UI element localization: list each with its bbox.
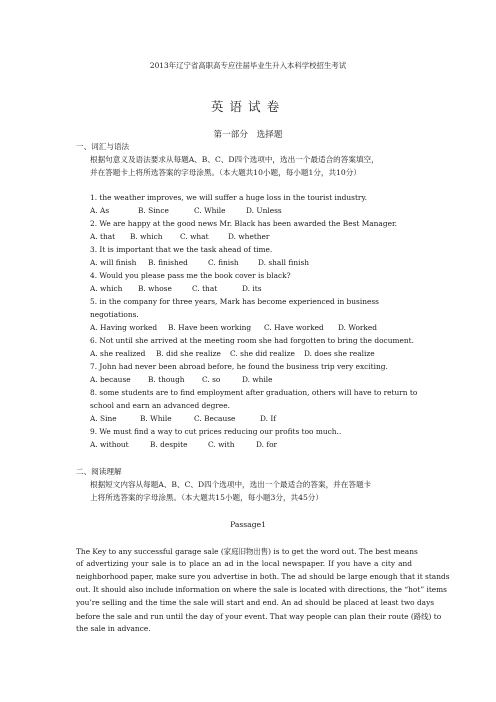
question-options <box>90 375 273 384</box>
option[interactable]: D. for <box>256 440 278 449</box>
question-stem: 8. some students are to find employment after graduation, others will have to return to <box>90 388 418 397</box>
question-stem: 5. in the company for three years, Mark has become experienced in business <box>90 297 379 306</box>
question-options <box>90 206 282 215</box>
section2-heading: 二、阅读理解 <box>76 467 122 476</box>
passage-line: out. It should also include information on where the sale is located with directions, the “hot” items <box>76 585 447 594</box>
option[interactable]: A. will finish <box>90 258 137 267</box>
option[interactable]: D. does she realize <box>304 349 375 358</box>
section2-instruction-line: 上将所选答案的字母涂黑。（本大题共15小题，每小题3分，共45分） <box>90 493 323 502</box>
question-options <box>90 232 269 241</box>
question-stem: 6. Not until she arrived at the meeting room she had forgotten to bring the document. <box>90 336 414 345</box>
option[interactable]: B. While <box>140 414 172 423</box>
exam-title: 英语试卷 <box>210 99 286 114</box>
option[interactable]: B. despite <box>150 440 188 449</box>
question-stem: 1. the weather improves, we will suffer a huge loss in the tourist industry. <box>90 193 367 202</box>
section1-instruction-line: 根据句意义及语法要求从每题A、B、C、D四个选项中，选出一个最适合的答案填空， <box>90 155 379 164</box>
option[interactable]: C. While <box>194 206 226 215</box>
passage-line: before the sale and run until the day of your event. That way people can plan their route (路线) to <box>76 612 442 621</box>
option[interactable]: B. Have been working <box>168 323 252 332</box>
option[interactable]: D. while <box>242 375 273 384</box>
question-options <box>90 440 277 449</box>
question-options <box>90 414 276 423</box>
passage-line: The Key to any successful garage sale (家庭旧物出售) is to get the word out. The best means <box>76 547 418 556</box>
passage-line: neighborhood paper, make sure you advertise in both. The ad should be large enough that it stands <box>76 572 450 581</box>
question-options <box>90 258 309 267</box>
question-stem: 7. John had never been abroad before, he found the business trip very exciting. <box>90 362 388 371</box>
option[interactable]: C. with <box>208 440 235 449</box>
option[interactable]: A. because <box>90 375 131 384</box>
option[interactable]: B. which <box>130 232 163 241</box>
option[interactable]: A. without <box>90 440 129 449</box>
option[interactable]: C. Have worked <box>264 323 324 332</box>
option[interactable]: C. what <box>180 232 209 241</box>
option[interactable]: C. she did realize <box>230 349 295 358</box>
question-stem: 3. It is important that we the task ahead of time. <box>90 245 273 254</box>
question-options <box>90 323 377 332</box>
section1-instruction-line: 并在答题卡上将所选答案的字母涂黑。（本大题共10小题，每小题1分，共10分） <box>90 168 361 177</box>
option[interactable]: B. whose <box>138 284 172 293</box>
option[interactable]: A. she realized <box>90 349 146 358</box>
question-stem-cont: negotiations. <box>90 310 139 319</box>
option[interactable]: C. finish <box>208 258 239 267</box>
option[interactable]: A. Having worked <box>90 323 158 332</box>
passage-line: of advertizing your sale is to place an ad in the local newspaper. If you have a city and <box>76 559 412 568</box>
option[interactable]: D. its <box>242 284 262 293</box>
option[interactable]: D. whether <box>228 232 270 241</box>
option[interactable]: A. Sine <box>90 414 117 423</box>
question-stem-cont: school and earn an advanced degree. <box>90 401 231 410</box>
question-stem: 2. We are happy at the good news Mr. Black has been awarded the Best Manager. <box>90 219 398 228</box>
section1-heading: 一、词汇与语法 <box>76 142 130 151</box>
question-options <box>90 349 375 358</box>
passage-line: the sale in advance. <box>76 624 151 633</box>
exam-header: 2013年辽宁省高职高专应往届毕业生升入本科学校招生考试 <box>149 61 347 70</box>
section2-instruction-line: 根据短文内容从每题A、B、C、D四个选项中，选出一个最适合的答案，并在答题卡 <box>90 480 372 489</box>
option[interactable]: C. Because <box>194 414 236 423</box>
question-stem: 4. Would you please pass me the book cover is black? <box>90 271 291 280</box>
passage-title: Passage1 <box>230 520 266 529</box>
question-options <box>90 284 262 293</box>
option[interactable]: B. did she realize <box>156 349 221 358</box>
option[interactable]: A. that <box>90 232 116 241</box>
option[interactable]: A. As <box>90 206 110 215</box>
option[interactable]: D. Unless <box>246 206 282 215</box>
question-stem: 9. We must find a way to cut prices reducing our profits too much.. <box>90 427 342 436</box>
option[interactable]: D. shall finish <box>258 258 310 267</box>
option[interactable]: B. though <box>148 375 185 384</box>
part-heading: 第一部分 选择题 <box>213 130 283 140</box>
option[interactable]: B. finished <box>148 258 188 267</box>
option[interactable]: D. If <box>260 414 277 423</box>
option[interactable]: A. which <box>90 284 123 293</box>
option[interactable]: D. Worked <box>338 323 378 332</box>
passage-line: you’re selling and the time the sale will start and end. An ad should be placed at least two days <box>76 598 435 607</box>
option[interactable]: C. so <box>202 375 221 384</box>
option[interactable]: C. that <box>192 284 218 293</box>
option[interactable]: B. Since <box>138 206 169 215</box>
